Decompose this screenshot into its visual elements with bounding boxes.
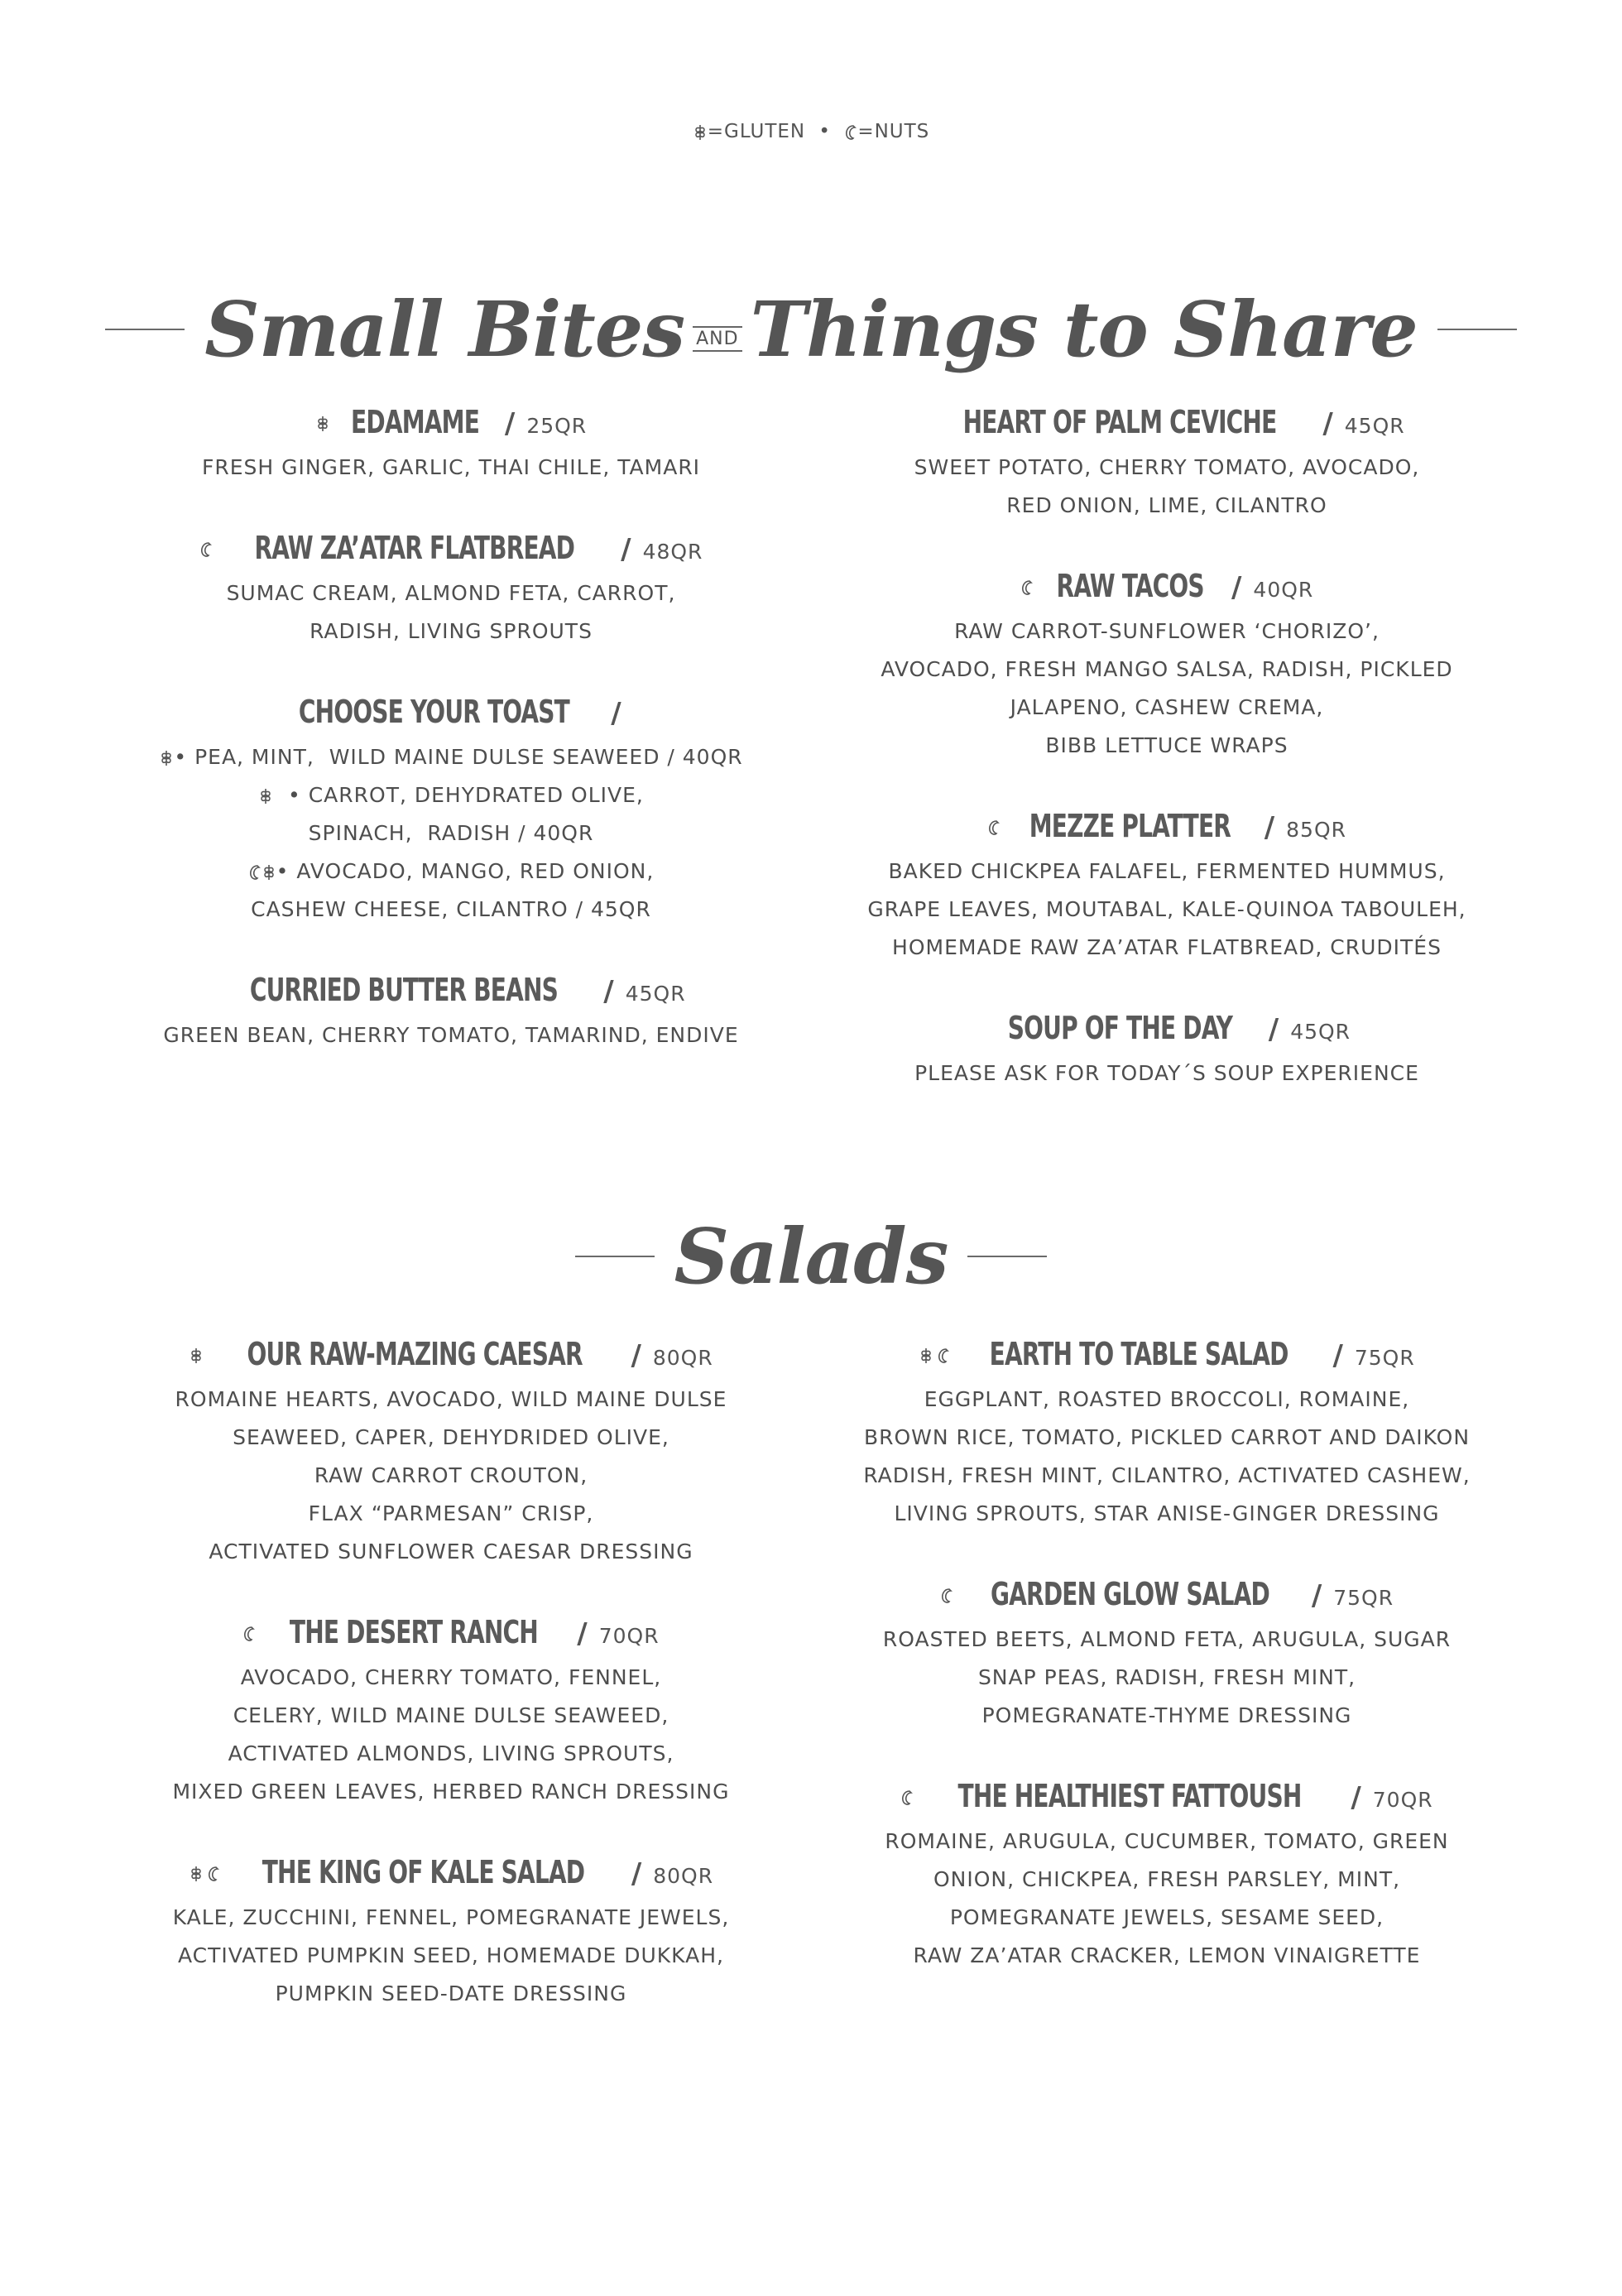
menu-item-name: GARDEN GLOW SALAD <box>990 1576 1269 1612</box>
menu-item-name: HEART OF PALM CEVICHE <box>962 404 1277 440</box>
menu-item-price: 85QR <box>1286 818 1347 842</box>
price-separator: / <box>1351 1781 1361 1814</box>
description-line: ROMAINE, ARUGULA, CUCUMBER, TOMATO, GREEN <box>885 1829 1449 1853</box>
toast-option <box>79 776 823 814</box>
menu-item-description <box>79 1899 823 2013</box>
gluten-icon <box>919 1347 933 1365</box>
description-line: FRESH GINGER, GARLIC, THAI CHILE, TAMARI <box>201 455 701 479</box>
toast-option <box>79 891 823 929</box>
menu-item-name: CURRIED BUTTER BEANS <box>250 972 559 1008</box>
nuts-icon <box>199 540 213 559</box>
allergen-icons <box>1020 579 1034 597</box>
menu-item <box>794 1010 1539 1093</box>
description-line: RAW CARROT-SUNFLOWER ‘CHORIZO’, <box>954 619 1380 643</box>
toast-option-text: • PEA, MINT, WILD MAINE DULSE SEAWEED / 40QR <box>174 745 743 769</box>
menu-item <box>794 404 1539 525</box>
menu-item-name: RAW TACOS <box>1056 568 1204 604</box>
menu-item-name: EDAMAME <box>350 404 479 440</box>
section-header-small-bites <box>0 285 1622 374</box>
gluten-icon <box>159 749 174 767</box>
description-line: LIVING SPROUTS, STAR ANISE-GINGER DRESSING <box>894 1501 1440 1525</box>
allergen-icons <box>987 819 1001 837</box>
menu-item-description <box>794 1621 1539 1735</box>
price-separator: / <box>603 975 614 1008</box>
toast-option-text: SPINACH, RADISH / 40QR <box>308 821 594 845</box>
description-line: SEAWEED, CAPER, DEHYDRIDED OLIVE, <box>233 1425 669 1449</box>
menu-item-name: SOUP OF THE DAY <box>1007 1010 1232 1046</box>
menu-item-description <box>794 1054 1539 1093</box>
menu-item-name: OUR RAW-MAZING CAESAR <box>247 1336 583 1372</box>
description-line: RED ONION, LIME, CILANTRO <box>1006 493 1327 517</box>
menu-item-name: EARTH TO TABLE SALAD <box>989 1336 1288 1372</box>
section-title: Salads <box>674 1212 948 1301</box>
nuts-icon <box>987 819 1001 837</box>
price-separator: / <box>1268 1013 1279 1046</box>
menu-item-title-line <box>794 404 1539 449</box>
toast-option <box>79 853 823 891</box>
menu-item <box>79 694 823 929</box>
menu-item-price: 45QR <box>625 982 686 1006</box>
menu-item-title-line <box>79 404 823 449</box>
menu-item-description <box>79 738 823 929</box>
price-separator: / <box>1332 1339 1343 1372</box>
description-line: KALE, ZUCCHINI, FENNEL, POMEGRANATE JEWELS, <box>172 1905 730 1929</box>
menu-item <box>79 1614 823 1811</box>
menu-item-price: 48QR <box>642 540 703 564</box>
description-line: RAW CARROT CROUTON, <box>314 1463 588 1487</box>
allergen-icons <box>940 1587 953 1605</box>
allergen-icons <box>919 1347 950 1365</box>
toast-option <box>79 814 823 853</box>
description-line: MIXED GREEN LEAVES, HERBED RANCH DRESSING <box>172 1780 730 1804</box>
legend-separator: • <box>818 121 831 142</box>
toast-option-text: CASHEW CHEESE, CILANTRO / 45QR <box>251 897 651 921</box>
price-separator: / <box>1322 407 1333 440</box>
description-line: ROASTED BEETS, ALMOND FETA, ARUGULA, SUGAR <box>882 1627 1452 1651</box>
menu-item-title-line <box>79 972 823 1016</box>
menu-item-price: 45QR <box>1344 414 1405 438</box>
nuts-icon <box>1020 579 1034 597</box>
menu-item-title-line <box>79 694 823 738</box>
menu-item-description <box>79 574 823 651</box>
small-bites-left-column <box>79 404 823 1054</box>
allergen-icons <box>199 540 213 559</box>
price-separator: / <box>621 533 631 566</box>
menu-item-title-line <box>79 530 823 574</box>
nuts-icon <box>844 123 857 142</box>
nuts-icon <box>207 1865 220 1883</box>
menu-item-name: MEZZE PLATTER <box>1029 808 1231 844</box>
toast-option-text: • AVOCADO, MANGO, RED ONION, <box>276 859 655 883</box>
divider <box>575 1256 655 1257</box>
menu-item <box>79 1854 823 2013</box>
menu-item-title-line <box>794 808 1539 853</box>
menu-item-name: THE DESERT RANCH <box>290 1614 539 1650</box>
gluten-icon <box>189 1347 204 1365</box>
description-line: SUMAC CREAM, ALMOND FETA, CARROT, <box>226 581 676 605</box>
menu-item-description <box>794 449 1539 525</box>
divider <box>967 1256 1047 1257</box>
menu-item <box>794 1778 1539 1975</box>
menu-item <box>794 1336 1539 1533</box>
menu-item-name: CHOOSE YOUR TOAST <box>299 694 570 730</box>
description-line: AVOCADO, FRESH MANGO SALSA, RADISH, PICKLED <box>881 657 1453 681</box>
legend-nuts-label: =NUTS <box>857 121 930 142</box>
allergen-icons <box>315 415 330 433</box>
toast-option <box>79 738 823 776</box>
menu-item-price: 45QR <box>1290 1020 1351 1044</box>
description-line: JALAPENO, CASHEW CREMA, <box>1010 695 1324 719</box>
description-line: SNAP PEAS, RADISH, FRESH MINT, <box>977 1665 1356 1689</box>
description-line: CELERY, WILD MAINE DULSE SEAWEED, <box>233 1703 669 1727</box>
nuts-icon <box>900 1789 914 1807</box>
gluten-icon <box>315 415 330 433</box>
description-line: BAKED CHICKPEA FALAFEL, FERMENTED HUMMUS, <box>888 859 1446 883</box>
menu-item-price: 80QR <box>652 1346 713 1370</box>
menu-item <box>79 1336 823 1571</box>
menu-item-title-line <box>794 1010 1539 1054</box>
nuts-icon <box>937 1347 950 1365</box>
gluten-icon <box>258 787 273 805</box>
menu-item-title-line <box>79 1614 823 1659</box>
description-line: PLEASE ASK FOR TODAY´S SOUP EXPERIENCE <box>914 1061 1419 1085</box>
gluten-icon <box>262 863 276 881</box>
nuts-icon <box>242 1625 256 1643</box>
description-line: ACTIVATED PUMPKIN SEED, HOMEMADE DUKKAH, <box>178 1943 724 1967</box>
menu-item-title-line <box>794 1576 1539 1621</box>
salads-left-column <box>79 1336 823 2013</box>
description-line: SWEET POTATO, CHERRY TOMATO, AVOCADO, <box>914 455 1420 479</box>
menu-item <box>79 404 823 487</box>
section-title-and: AND <box>693 326 741 352</box>
menu-item-title-line <box>794 568 1539 612</box>
menu-item <box>794 568 1539 765</box>
nuts-icon <box>248 863 262 881</box>
menu-item-price: 75QR <box>1333 1586 1394 1610</box>
menu-item-price: 40QR <box>1253 578 1314 602</box>
menu-item-description <box>794 853 1539 967</box>
allergen-legend <box>0 121 1622 142</box>
price-separator: / <box>611 697 621 730</box>
description-line: RAW ZA’ATAR CRACKER, LEMON VINAIGRETTE <box>913 1943 1421 1967</box>
allergen-icons <box>900 1789 914 1807</box>
divider <box>1437 329 1517 330</box>
section-title-part1: Small Bites <box>204 285 685 374</box>
price-separator: / <box>1231 571 1242 604</box>
description-line: BIBB LETTUCE WRAPS <box>1045 733 1288 757</box>
description-line: ACTIVATED SUNFLOWER CAESAR DRESSING <box>209 1539 693 1563</box>
description-line: RADISH, FRESH MINT, CILANTRO, ACTIVATED CASHEW, <box>863 1463 1471 1487</box>
menu-item-price: 70QR <box>598 1624 660 1648</box>
price-separator: / <box>631 1339 641 1372</box>
description-line: GREEN BEAN, CHERRY TOMATO, TAMARIND, ENDIVE <box>163 1023 739 1047</box>
description-line: POMEGRANATE-THYME DRESSING <box>981 1703 1352 1727</box>
section-header-salads <box>0 1212 1622 1301</box>
nuts-icon <box>940 1587 953 1605</box>
small-bites-right-column <box>794 404 1539 1093</box>
price-separator: / <box>504 407 516 440</box>
menu-item <box>79 972 823 1054</box>
description-line: ROMAINE HEARTS, AVOCADO, WILD MAINE DULSE <box>175 1387 727 1411</box>
description-line: RADISH, LIVING SPROUTS <box>310 619 593 643</box>
menu-item-description <box>794 612 1539 765</box>
description-line: POMEGRANATE JEWELS, SESAME SEED, <box>949 1905 1384 1929</box>
menu-item-price: 25QR <box>526 414 588 438</box>
menu-item <box>79 530 823 651</box>
menu-item-description <box>794 1381 1539 1533</box>
description-line: ACTIVATED ALMONDS, LIVING SPROUTS, <box>228 1741 674 1765</box>
allergen-icons <box>242 1625 256 1643</box>
menu-item-description <box>79 449 823 487</box>
price-separator: / <box>631 1857 642 1890</box>
menu-item-title-line <box>79 1336 823 1381</box>
toast-option-text: • CARROT, DEHYDRATED OLIVE, <box>273 783 644 807</box>
description-line: PUMPKIN SEED-DATE DRESSING <box>275 1981 627 2005</box>
gluten-icon <box>189 1865 204 1883</box>
description-line: AVOCADO, CHERRY TOMATO, FENNEL, <box>240 1665 662 1689</box>
menu-item <box>794 1576 1539 1735</box>
description-line: GRAPE LEAVES, MOUTABAL, KALE-QUINOA TABOULEH, <box>867 897 1466 921</box>
menu-item-price: 75QR <box>1354 1346 1415 1370</box>
divider <box>105 329 185 330</box>
description-line: HOMEMADE RAW ZA’ATAR FLATBREAD, CRUDITÉS <box>892 935 1442 959</box>
menu-item-price: 70QR <box>1372 1788 1433 1812</box>
legend-gluten-label: =GLUTEN <box>707 121 806 142</box>
description-line: EGGPLANT, ROASTED BROCCOLI, ROMAINE, <box>924 1387 1410 1411</box>
description-line: FLAX “PARMESAN” CRISP, <box>308 1501 594 1525</box>
menu-item-name: THE HEALTHIEST FATTOUSH <box>957 1778 1302 1814</box>
menu-item-description <box>79 1659 823 1811</box>
section-title-part2: Things to Share <box>750 285 1418 374</box>
menu-item-title-line <box>79 1854 823 1899</box>
salads-right-column <box>794 1336 1539 1975</box>
menu-item-name: RAW ZA’ATAR FLATBREAD <box>254 530 574 566</box>
menu-item-title-line <box>794 1778 1539 1823</box>
price-separator: / <box>577 1617 588 1650</box>
menu-item-price: 80QR <box>653 1864 714 1888</box>
menu-item-description <box>79 1016 823 1054</box>
description-line: ONION, CHICKPEA, FRESH PARSLEY, MINT, <box>933 1867 1401 1891</box>
price-separator: / <box>1264 811 1275 844</box>
allergen-icons <box>189 1347 204 1365</box>
menu-item-description <box>794 1823 1539 1975</box>
price-separator: / <box>1311 1579 1322 1612</box>
menu-item-name: THE KING OF KALE SALAD <box>262 1854 585 1890</box>
allergen-icons <box>189 1865 220 1883</box>
menu-item <box>794 808 1539 967</box>
menu-item-title-line <box>794 1336 1539 1381</box>
gluten-icon <box>693 123 708 142</box>
menu-item-description <box>79 1381 823 1571</box>
description-line: BROWN RICE, TOMATO, PICKLED CARROT AND DAIKON <box>863 1425 1471 1449</box>
